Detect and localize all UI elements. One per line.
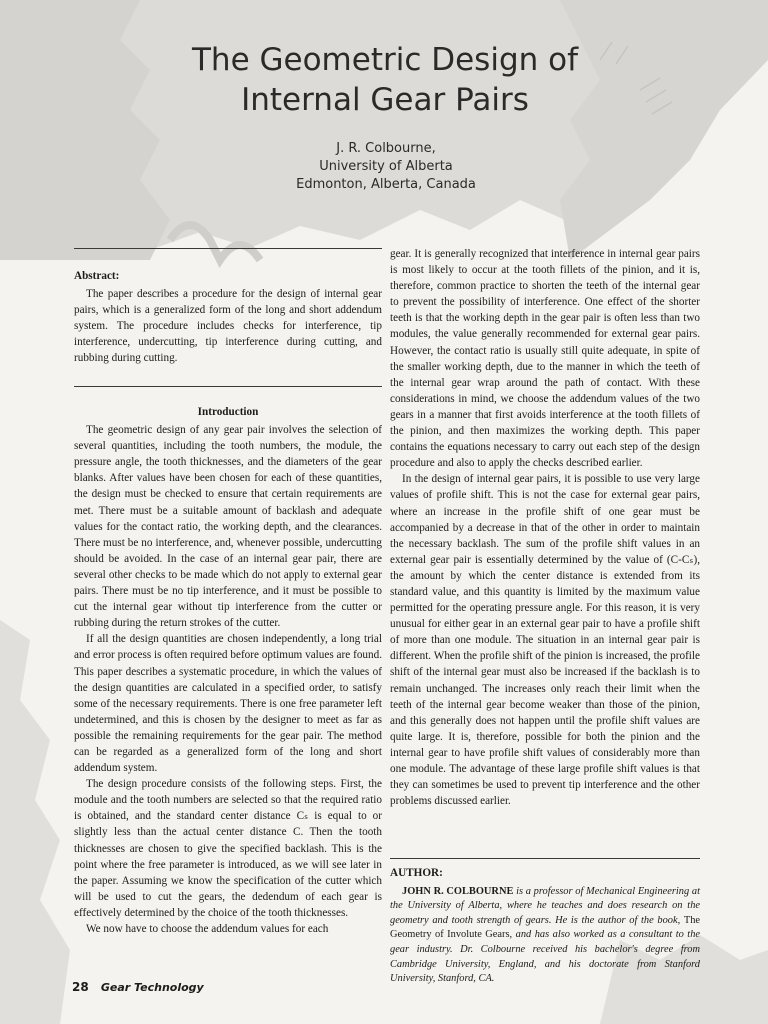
title-line-2: Internal Gear Pairs [241, 82, 529, 118]
author-book-title: The Geometry of Involute Gears, [390, 914, 700, 941]
author-byline [200, 140, 572, 194]
author-name: JOHN R. COLBOURNE [402, 885, 514, 897]
page-number: 28 [72, 980, 89, 994]
intro-paragraph: We now have to choose the addendum values for each [86, 923, 329, 935]
abstract-block [74, 268, 382, 367]
introduction-heading: Introduction [197, 406, 259, 418]
byline-name: J. R. Colbourne, [336, 141, 436, 156]
abstract-top-rule [74, 248, 382, 249]
body-paragraph: gear. It is generally recognized that interference in internal gear pairs is most likely to occur at the tooth fillets of the pinion, and it is, therefore, common practice to shorten the teeth of the internal gear to prevent the possibility of interference. One effect of the shorter teeth is that the working depth in the gear pair is often less than two modules, the value generally recommended for external gear pairs. However, the contact ratio is usually still quite adequate, in spite of the smaller working depth, due to the manner in which the teeth of the internal gear wrap around the path of contact. With these considerations in mind, we choose the addendum values of the two gears in a manner that first avoids interference at the tooth fillets of the pinion, and then maximizes the working depth. This paper contains the equations necessary to carry out each step of the design procedure and also to apply the checks described earlier. [390, 248, 700, 470]
body-paragraph: In the design of internal gear pairs, it is possible to use very large values of profile shift. This is not the case for external gear pairs, where an increase in the profile shift of one gear must be accompanied by a decrease in that of the other in order to maintain the necessary backlash. The sum of the profile shift values in an external gear pair is essentially determined by the value of (C-Cₛ), the amount by which the center distance is extended from its standard value, and this quantity is limited by the maximum value permitted for the operating pressure angle. For this reason, it is very unusual for either gear in an external gear pair to have a profile shift of more than one module. The situation in an internal gear pair is different. When the profile shift of the pinion is increased, the profile shift of the internal gear must also be increased if the backlash is to remain unchanged. The increases only reach their limit when the teeth of the internal gear become weaker than those of the pinion, and this generally does not happen until the profile shift values are quite large. It is, therefore, possible for both the pinion and the internal gear to have profile shift values of considerably more than one module. The advantage of these large profile shift values is that they can sometimes be used to prevent tip interference and the other problems discussed earlier. [390, 473, 700, 808]
abstract-bottom-rule [74, 386, 382, 387]
byline-location: Edmonton, Alberta, Canada [296, 177, 476, 192]
article-title [60, 40, 710, 120]
author-box [390, 866, 700, 987]
abstract-heading: Abstract: [74, 270, 120, 282]
author-bio [390, 885, 700, 987]
intro-paragraph: The design procedure consists of the following steps. First, the module and the tooth numbers are selected so that the required ratio is obtained, and the standard center distance Cₛ is equal to or slightly less than the actual center distance C. Then the tooth thicknesses are chosen to give the specified backlash. This is the point where the free parameter is introduced, as we will see later in the paper. Assuming we know the specification of the cutter which will be used to cut the gears, the dedendum of each gear is effectively determined by the choice of the tooth thicknesses. [74, 778, 382, 919]
magazine-name: Gear Technology [100, 981, 204, 994]
author-bio-part-1: is a professor of Mechanical Engineering at the University of Alberta, where he teaches and does research on the geometry and tooth strength of gears. He is the author of the book, [390, 885, 700, 926]
author-rule [390, 858, 700, 859]
intro-paragraph: If all the design quantities are chosen independently, a long trial and error process is often required before optimum values are found. This paper describes a systematic procedure, in which the values of the design quantities are calculated in a specified order, to satisfy some of the necessary requirements. There is one free parameter left undetermined, and this is chosen by the designer to meet as far as possible the remaining requirements for the gear pair. The method can be regarded as a generalized form of the long and short addendum system. [74, 633, 382, 775]
right-column [390, 246, 700, 809]
introduction-column [74, 404, 382, 937]
author-heading: AUTHOR: [390, 867, 443, 879]
page-footer [72, 980, 204, 994]
abstract-text: The paper describes a procedure for the design of internal gear pairs, which is a generalized form of the long and short addendum system. The procedure includes checks for interference, tip interference, undercutting, tip interference during cutting, and rubbing during cutting. [74, 288, 382, 365]
author-bio-part-2: and has also worked as a consultant to the gear industry. Dr. Colbourne received his bachelor's degree from Cambridge University, England, and his doctorate from Stanford University, Stanford, CA. [390, 929, 701, 985]
intro-paragraph: The geometric design of any gear pair involves the selection of several quantities, including the tooth numbers, the module, the pressure angle, the tooth thicknesses, and the diameters of the gear blanks. After values have been chosen for each of these quantities, the design must be checked to ensure that certain requirements are met. There must be a suitable amount of backlash and adequate values for the contact ratio, the working depth, and the clearances. There must be no interference, and, whenever possible, undercutting should be avoided. In the case of an internal gear pair, there are several other checks to be made which do not apply to external gear pairs. There must be no tip interference, and it must be possible to cut the internal gear without tip interference from the cutter or rubbing during the return strokes of the cutter. [74, 424, 382, 630]
title-line-1: The Geometric Design of [191, 42, 579, 78]
byline-affiliation: University of Alberta [319, 159, 453, 174]
